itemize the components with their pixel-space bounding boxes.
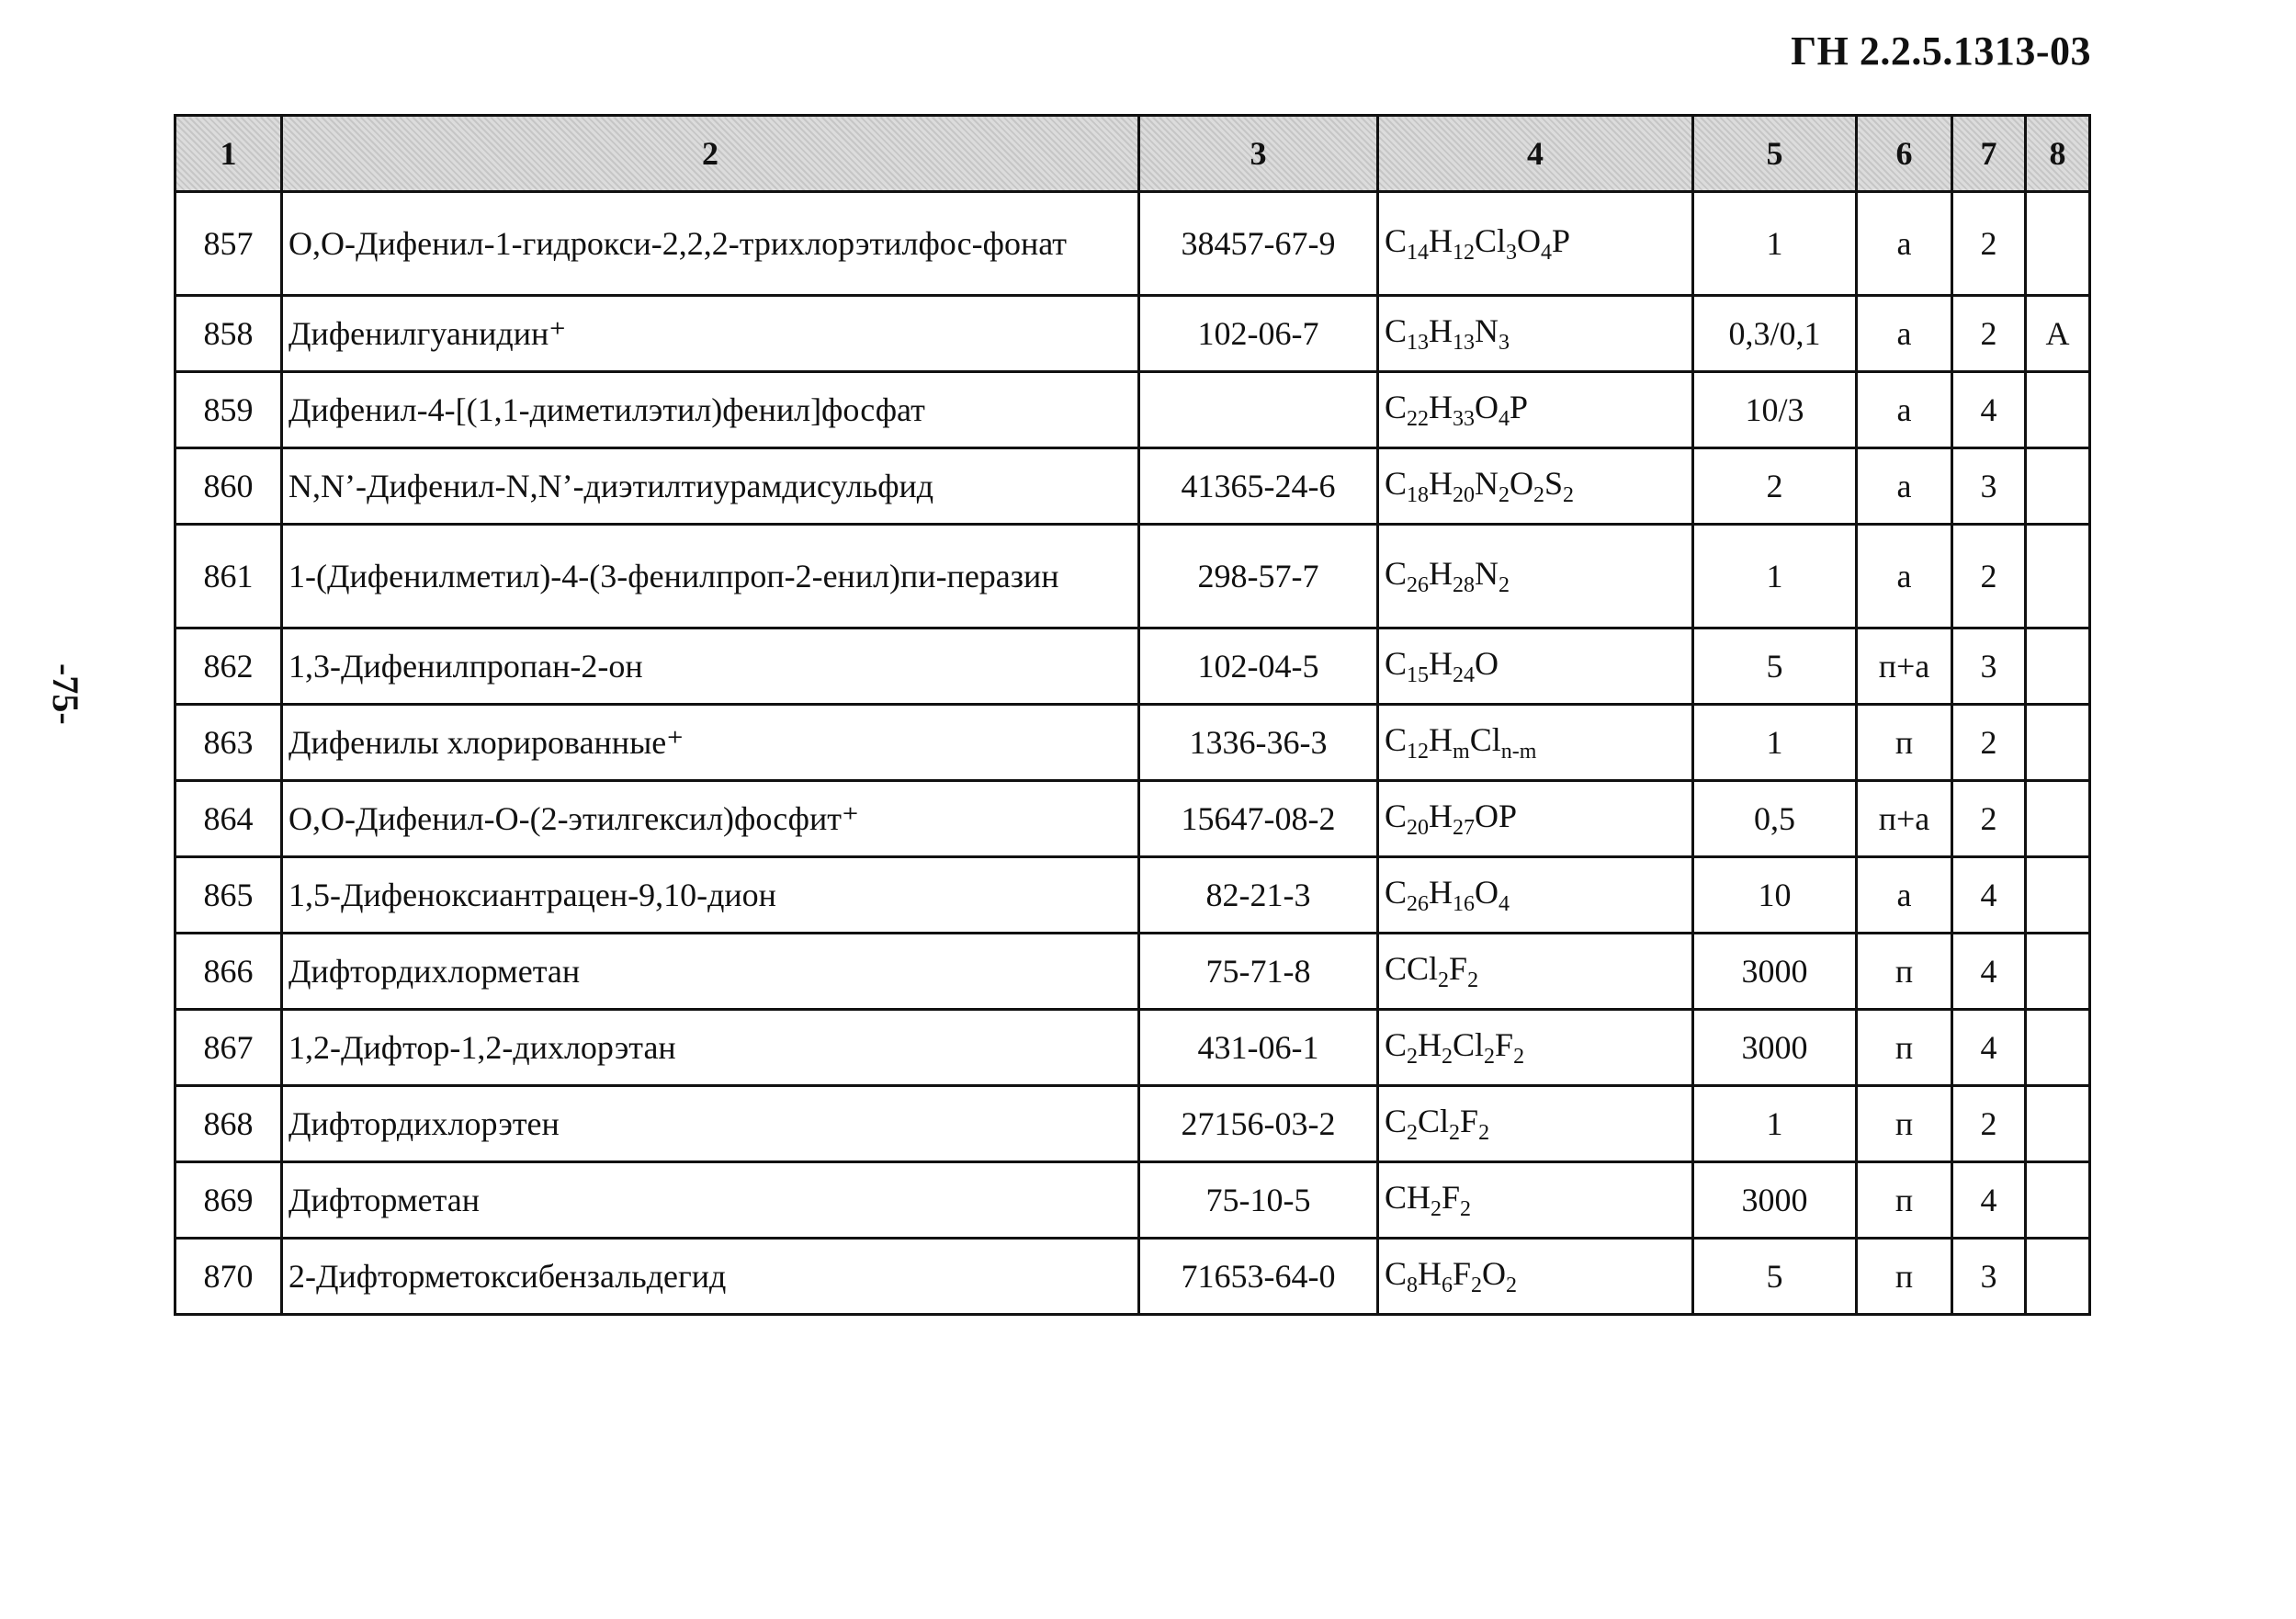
formula-element: O bbox=[1475, 874, 1499, 911]
formula-element: C bbox=[1385, 555, 1408, 592]
formula-element: C bbox=[1385, 874, 1408, 911]
cell-formula bbox=[1378, 296, 1693, 372]
column-header-7: 7 bbox=[1952, 116, 2026, 192]
cell-cas-number: 15647-08-2 bbox=[1139, 781, 1378, 857]
formula-subscript: 24 bbox=[1453, 663, 1476, 687]
formula-element: F bbox=[1460, 1103, 1479, 1139]
formula-subscript: 20 bbox=[1453, 483, 1476, 507]
cell-limit-value: 1 bbox=[1693, 525, 1857, 628]
cell-limit-value: 3000 bbox=[1693, 1162, 1857, 1239]
table-row bbox=[175, 525, 2090, 628]
formula-element: P bbox=[1510, 389, 1529, 425]
cell-substance-name: Дифенилгуанидин⁺ bbox=[282, 296, 1139, 372]
cell-substance-name: Дифтордихлорэтен bbox=[282, 1086, 1139, 1162]
cell-cas-number: 1336-36-3 bbox=[1139, 705, 1378, 781]
cell-aggregate-state: п+а bbox=[1857, 628, 1952, 705]
cell-cas-number: 71653-64-0 bbox=[1139, 1239, 1378, 1315]
formula-element: H bbox=[1429, 389, 1453, 425]
cell-number: 867 bbox=[175, 1010, 282, 1086]
formula-element: H bbox=[1429, 312, 1453, 349]
cell-hazard-class: 4 bbox=[1952, 1162, 2026, 1239]
cell-substance-name: Дифторметан bbox=[282, 1162, 1139, 1239]
formula-subscript: 16 bbox=[1453, 892, 1476, 916]
cell-cas-number: 298-57-7 bbox=[1139, 525, 1378, 628]
formula-subscript: 2 bbox=[1467, 968, 1479, 992]
formula-element: H bbox=[1418, 1026, 1442, 1063]
cell-number: 870 bbox=[175, 1239, 282, 1315]
cell-limit-value: 10/3 bbox=[1693, 372, 1857, 448]
cell-substance-name: 2-Дифторметоксибензальдегид bbox=[282, 1239, 1139, 1315]
cell-cas-number bbox=[1139, 372, 1378, 448]
cell-formula bbox=[1378, 372, 1693, 448]
cell-formula bbox=[1378, 781, 1693, 857]
formula-element: F bbox=[1449, 950, 1468, 987]
table-row bbox=[175, 705, 2090, 781]
formula-element: N bbox=[1475, 312, 1499, 349]
cell-substance-name: 1,5-Дифеноксиантрацен-9,10-дион bbox=[282, 857, 1139, 934]
column-header-4: 4 bbox=[1378, 116, 1693, 192]
table-row bbox=[175, 1086, 2090, 1162]
cell-cas-number: 102-04-5 bbox=[1139, 628, 1378, 705]
formula-subscript: 27 bbox=[1453, 816, 1476, 840]
page-number: -75- bbox=[45, 663, 86, 725]
cell-substance-name: N,N’-Дифенил-N,N’-диэтилтиурамдисульфид bbox=[282, 448, 1139, 525]
formula-subscript: 2 bbox=[1431, 1197, 1442, 1221]
formula-subscript: 33 bbox=[1453, 407, 1476, 431]
cell-cas-number: 38457-67-9 bbox=[1139, 192, 1378, 296]
cell-note bbox=[2026, 781, 2090, 857]
table-row bbox=[175, 448, 2090, 525]
formula-subscript: 2 bbox=[1442, 1045, 1453, 1069]
column-header-5: 5 bbox=[1693, 116, 1857, 192]
formula-subscript: 3 bbox=[1506, 241, 1518, 265]
formula-subscript: 2 bbox=[1478, 1121, 1490, 1145]
cell-substance-name: 1,2-Дифтор-1,2-дихлорэтан bbox=[282, 1010, 1139, 1086]
formula-element: Cl bbox=[1418, 1103, 1450, 1139]
cell-substance-name: О,О-Дифенил-О-(2-этилгексил)фосфит⁺ bbox=[282, 781, 1139, 857]
formula-subscript: 2 bbox=[1533, 483, 1545, 507]
column-header-3: 3 bbox=[1139, 116, 1378, 192]
cell-hazard-class: 2 bbox=[1952, 525, 2026, 628]
formula-element: N bbox=[1475, 555, 1499, 592]
cell-substance-name: 1-(Дифенилметил)-4-(3-фенилпроп-2-енил)пи-перазин bbox=[282, 525, 1139, 628]
formula-subscript: 8 bbox=[1407, 1274, 1419, 1297]
cell-note bbox=[2026, 628, 2090, 705]
cell-limit-value: 1 bbox=[1693, 705, 1857, 781]
formula-element: Cl bbox=[1453, 1026, 1485, 1063]
formula-element: C bbox=[1385, 465, 1408, 502]
formula-subscript: 4 bbox=[1499, 892, 1510, 916]
formula-subscript: 2 bbox=[1563, 483, 1575, 507]
cell-formula bbox=[1378, 1162, 1693, 1239]
formula-subscript: n-m bbox=[1500, 740, 1537, 764]
cell-number: 861 bbox=[175, 525, 282, 628]
formula-subscript: 2 bbox=[1513, 1045, 1525, 1069]
cell-aggregate-state: а bbox=[1857, 525, 1952, 628]
cell-note bbox=[2026, 934, 2090, 1010]
cell-aggregate-state: п bbox=[1857, 1010, 1952, 1086]
formula-element: H bbox=[1429, 645, 1453, 682]
cell-cas-number: 75-10-5 bbox=[1139, 1162, 1378, 1239]
formula-element: OP bbox=[1475, 798, 1518, 834]
table-row bbox=[175, 296, 2090, 372]
formula-subscript: 2 bbox=[1506, 1274, 1518, 1297]
cell-note: А bbox=[2026, 296, 2090, 372]
cell-hazard-class: 3 bbox=[1952, 628, 2026, 705]
formula-element: H bbox=[1429, 465, 1453, 502]
formula-element: H bbox=[1429, 555, 1453, 592]
column-header-6: 6 bbox=[1857, 116, 1952, 192]
table-row bbox=[175, 1239, 2090, 1315]
cell-limit-value: 5 bbox=[1693, 1239, 1857, 1315]
formula-element: O bbox=[1510, 465, 1534, 502]
document-code: ГН 2.2.5.1313-03 bbox=[1791, 28, 2091, 74]
cell-hazard-class: 2 bbox=[1952, 781, 2026, 857]
formula-subscript: 2 bbox=[1471, 1274, 1483, 1297]
table-row bbox=[175, 1162, 2090, 1239]
cell-aggregate-state: а bbox=[1857, 192, 1952, 296]
cell-limit-value: 0,3/0,1 bbox=[1693, 296, 1857, 372]
cell-note bbox=[2026, 1086, 2090, 1162]
formula-element: P bbox=[1552, 222, 1571, 259]
formula-subscript: 2 bbox=[1449, 1121, 1461, 1145]
cell-limit-value: 10 bbox=[1693, 857, 1857, 934]
formula-element: H bbox=[1429, 798, 1453, 834]
formula-subscript: 6 bbox=[1442, 1274, 1453, 1297]
cell-note bbox=[2026, 1162, 2090, 1239]
cell-aggregate-state: п bbox=[1857, 1086, 1952, 1162]
cell-cas-number: 82-21-3 bbox=[1139, 857, 1378, 934]
formula-subscript: 28 bbox=[1453, 573, 1476, 597]
formula-subscript: 22 bbox=[1407, 407, 1430, 431]
formula-subscript: 2 bbox=[1438, 968, 1450, 992]
cell-formula bbox=[1378, 448, 1693, 525]
formula-element: C bbox=[1385, 312, 1408, 349]
formula-element: S bbox=[1544, 465, 1564, 502]
cell-formula bbox=[1378, 857, 1693, 934]
formula-element: C bbox=[1385, 222, 1408, 259]
cell-hazard-class: 2 bbox=[1952, 1086, 2026, 1162]
table-row bbox=[175, 934, 2090, 1010]
table-body bbox=[175, 192, 2090, 1315]
cell-note bbox=[2026, 448, 2090, 525]
cell-aggregate-state: п bbox=[1857, 934, 1952, 1010]
formula-element: C bbox=[1385, 721, 1408, 758]
formula-element: O bbox=[1475, 389, 1499, 425]
cell-aggregate-state: а bbox=[1857, 448, 1952, 525]
column-header-8: 8 bbox=[2026, 116, 2090, 192]
cell-hazard-class: 2 bbox=[1952, 705, 2026, 781]
formula-subscript: 14 bbox=[1407, 241, 1430, 265]
cell-number: 865 bbox=[175, 857, 282, 934]
cell-aggregate-state: п bbox=[1857, 1162, 1952, 1239]
cell-number: 858 bbox=[175, 296, 282, 372]
formula-element: O bbox=[1475, 645, 1499, 682]
cell-hazard-class: 4 bbox=[1952, 934, 2026, 1010]
cell-cas-number: 431-06-1 bbox=[1139, 1010, 1378, 1086]
formula-subscript: 13 bbox=[1453, 331, 1476, 355]
formula-element: C bbox=[1385, 1103, 1408, 1139]
formula-element: Cl bbox=[1469, 721, 1501, 758]
formula-element: C bbox=[1385, 798, 1408, 834]
formula-element: C bbox=[1385, 645, 1408, 682]
formula-element: CCl bbox=[1385, 950, 1439, 987]
formula-subscript: 2 bbox=[1460, 1197, 1472, 1221]
cell-note bbox=[2026, 705, 2090, 781]
cell-hazard-class: 3 bbox=[1952, 1239, 2026, 1315]
cell-formula bbox=[1378, 934, 1693, 1010]
cell-note bbox=[2026, 525, 2090, 628]
formula-subscript: 15 bbox=[1407, 663, 1430, 687]
cell-limit-value: 1 bbox=[1693, 192, 1857, 296]
cell-cas-number: 27156-03-2 bbox=[1139, 1086, 1378, 1162]
cell-note bbox=[2026, 372, 2090, 448]
formula-element: H bbox=[1429, 222, 1453, 259]
formula-element: O bbox=[1482, 1255, 1507, 1292]
formula-subscript: 2 bbox=[1484, 1045, 1496, 1069]
formula-subscript: 4 bbox=[1499, 407, 1510, 431]
table-row bbox=[175, 192, 2090, 296]
table-row bbox=[175, 1010, 2090, 1086]
column-header-1: 1 bbox=[175, 116, 282, 192]
cell-substance-name: Дифенилы хлорированные⁺ bbox=[282, 705, 1139, 781]
cell-formula bbox=[1378, 705, 1693, 781]
cell-substance-name: Дифенил-4-[(1,1-диметилэтил)фенил]фосфат bbox=[282, 372, 1139, 448]
cell-number: 863 bbox=[175, 705, 282, 781]
formula-subscript: 26 bbox=[1407, 892, 1430, 916]
cell-aggregate-state: а bbox=[1857, 296, 1952, 372]
cell-limit-value: 3000 bbox=[1693, 1010, 1857, 1086]
cell-note bbox=[2026, 192, 2090, 296]
cell-cas-number: 102-06-7 bbox=[1139, 296, 1378, 372]
cell-cas-number: 41365-24-6 bbox=[1139, 448, 1378, 525]
cell-hazard-class: 4 bbox=[1952, 857, 2026, 934]
cell-aggregate-state: п+а bbox=[1857, 781, 1952, 857]
formula-element: O bbox=[1517, 222, 1542, 259]
formula-element: F bbox=[1453, 1255, 1472, 1292]
cell-limit-value: 3000 bbox=[1693, 934, 1857, 1010]
cell-formula bbox=[1378, 192, 1693, 296]
table-row bbox=[175, 372, 2090, 448]
column-header-2: 2 bbox=[282, 116, 1139, 192]
cell-note bbox=[2026, 1239, 2090, 1315]
cell-note bbox=[2026, 1010, 2090, 1086]
cell-aggregate-state: п bbox=[1857, 705, 1952, 781]
cell-hazard-class: 4 bbox=[1952, 1010, 2026, 1086]
cell-number: 869 bbox=[175, 1162, 282, 1239]
formula-subscript: 18 bbox=[1407, 483, 1430, 507]
formula-element: F bbox=[1442, 1179, 1461, 1216]
cell-formula bbox=[1378, 1239, 1693, 1315]
formula-subscript: 12 bbox=[1407, 740, 1430, 764]
formula-subscript: 13 bbox=[1407, 331, 1430, 355]
cell-substance-name: 1,3-Дифенилпропан-2-он bbox=[282, 628, 1139, 705]
cell-aggregate-state: а bbox=[1857, 857, 1952, 934]
formula-subscript: 3 bbox=[1499, 331, 1510, 355]
formula-subscript: 4 bbox=[1541, 241, 1553, 265]
cell-limit-value: 5 bbox=[1693, 628, 1857, 705]
formula-element: C bbox=[1385, 1026, 1408, 1063]
formula-element: H bbox=[1429, 721, 1453, 758]
formula-element: F bbox=[1495, 1026, 1514, 1063]
formula-subscript: 2 bbox=[1499, 573, 1510, 597]
cell-number: 864 bbox=[175, 781, 282, 857]
cell-number: 857 bbox=[175, 192, 282, 296]
cell-number: 862 bbox=[175, 628, 282, 705]
cell-limit-value: 1 bbox=[1693, 1086, 1857, 1162]
formula-subscript: 2 bbox=[1499, 483, 1510, 507]
cell-hazard-class: 4 bbox=[1952, 372, 2026, 448]
cell-limit-value: 2 bbox=[1693, 448, 1857, 525]
table-row bbox=[175, 628, 2090, 705]
cell-hazard-class: 3 bbox=[1952, 448, 2026, 525]
cell-substance-name: О,О-Дифенил-1-гидрокси-2,2,2-трихлорэтилфос-фонат bbox=[282, 192, 1139, 296]
formula-subscript: 12 bbox=[1453, 241, 1476, 265]
cell-limit-value: 0,5 bbox=[1693, 781, 1857, 857]
formula-subscript: 2 bbox=[1407, 1121, 1419, 1145]
substances-table bbox=[174, 114, 2091, 1316]
cell-formula bbox=[1378, 525, 1693, 628]
cell-hazard-class: 2 bbox=[1952, 192, 2026, 296]
cell-number: 859 bbox=[175, 372, 282, 448]
cell-number: 860 bbox=[175, 448, 282, 525]
table-row bbox=[175, 857, 2090, 934]
table-row bbox=[175, 781, 2090, 857]
formula-element: C bbox=[1385, 389, 1408, 425]
formula-subscript: m bbox=[1453, 740, 1470, 764]
cell-formula bbox=[1378, 628, 1693, 705]
cell-substance-name: Дифтордихлорметан bbox=[282, 934, 1139, 1010]
formula-element: N bbox=[1475, 465, 1499, 502]
cell-hazard-class: 2 bbox=[1952, 296, 2026, 372]
cell-aggregate-state: п bbox=[1857, 1239, 1952, 1315]
cell-note bbox=[2026, 857, 2090, 934]
formula-element: Cl bbox=[1475, 222, 1507, 259]
cell-aggregate-state: а bbox=[1857, 372, 1952, 448]
cell-cas-number: 75-71-8 bbox=[1139, 934, 1378, 1010]
formula-element: CH bbox=[1385, 1179, 1431, 1216]
formula-element: C bbox=[1385, 1255, 1408, 1292]
table-header-row bbox=[175, 116, 2090, 192]
formula-element: H bbox=[1429, 874, 1453, 911]
formula-subscript: 26 bbox=[1407, 573, 1430, 597]
cell-number: 868 bbox=[175, 1086, 282, 1162]
cell-number: 866 bbox=[175, 934, 282, 1010]
formula-subscript: 2 bbox=[1407, 1045, 1419, 1069]
formula-element: H bbox=[1418, 1255, 1442, 1292]
formula-subscript: 20 bbox=[1407, 816, 1430, 840]
cell-formula bbox=[1378, 1010, 1693, 1086]
cell-formula bbox=[1378, 1086, 1693, 1162]
